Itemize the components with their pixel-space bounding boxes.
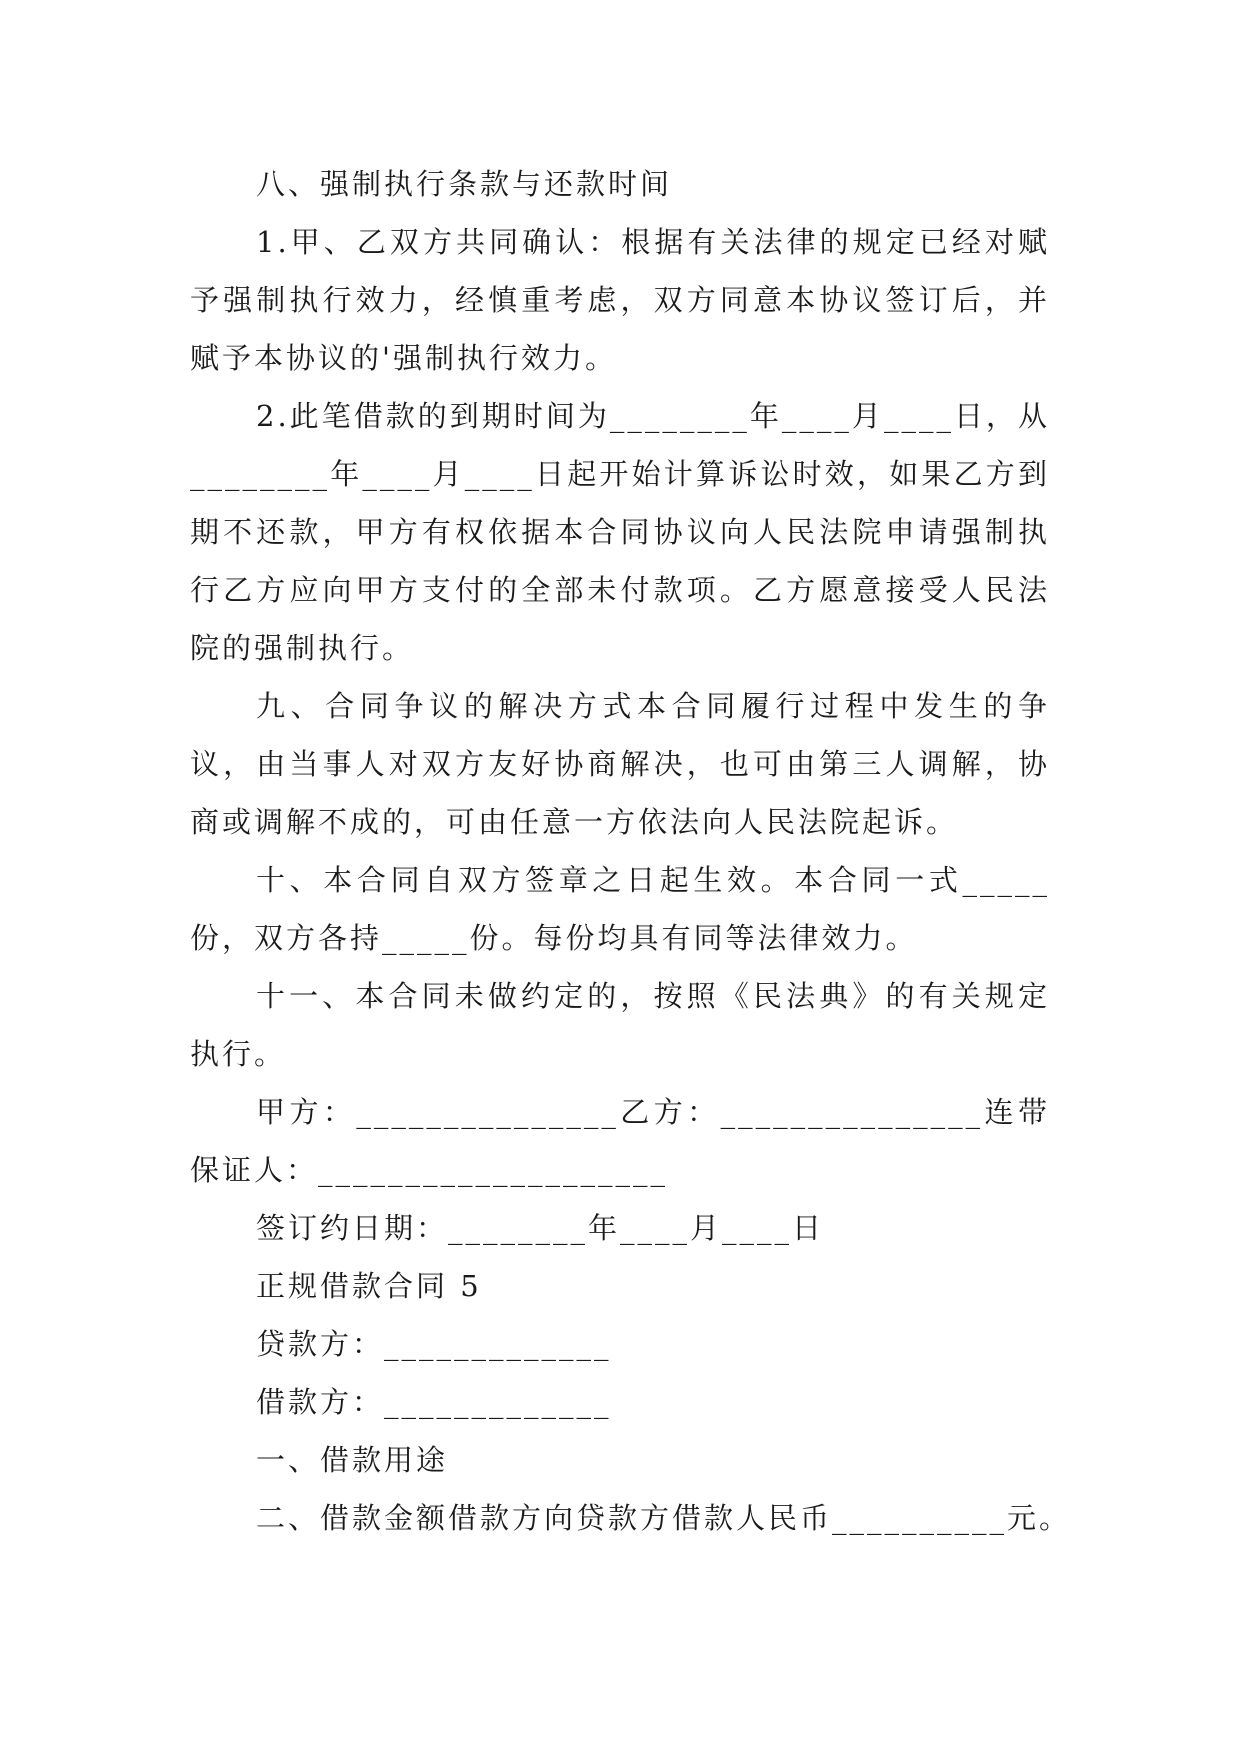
clause-8-1: 1.甲、乙双方共同确认：根据有关法律的规定已经对赋予强制执行效力，经慎重考虑，双方同意本协议签订后，并赋予本协议的'强制执行效力。 bbox=[190, 225, 1050, 375]
sign-date: 签订约日期：________年____月____日 bbox=[256, 1211, 825, 1245]
signature-block: 甲方：_______________乙方：_______________连带保证人：____________________ bbox=[190, 1095, 1050, 1187]
clause-8-2: 2.此笔借款的到期时间为________年____月____日，从________年____月____日起开始计算诉讼时效，如果乙方到期不还款，甲方有权依据本合同协议向人民法院申请强制执行乙方应向甲方支付的全部未付款项。乙方愿意接受人民法院的强制执行。 bbox=[190, 399, 1050, 665]
section-9: 九、合同争议的解决方式本合同履行过程中发生的争议，由当事人对双方友好协商解决，也可由第三人调解，协商或调解不成的，可由任意一方依法向人民法院起诉。 bbox=[190, 689, 1050, 839]
section-11: 十一、本合同未做约定的，按照《民法典》的有关规定执行。 bbox=[190, 979, 1050, 1071]
document-body bbox=[190, 155, 1072, 1547]
item-1-loan-purpose: 一、借款用途 bbox=[256, 1443, 449, 1477]
item-2-loan-amount: 二、借款金额借款方向贷款方借款人民币__________元。 bbox=[256, 1501, 1072, 1535]
section-8-title: 八、强制执行条款与还款时间 bbox=[256, 167, 673, 201]
section-10: 十、本合同自双方签章之日起生效。本合同一式_____份，双方各持_____份。每份均具有同等法律效力。 bbox=[190, 863, 1050, 955]
lender-line: 贷款方：_____________ bbox=[256, 1327, 612, 1361]
borrower-line: 借款方：_____________ bbox=[256, 1385, 612, 1419]
contract-5-title: 正规借款合同 5 bbox=[256, 1269, 482, 1303]
